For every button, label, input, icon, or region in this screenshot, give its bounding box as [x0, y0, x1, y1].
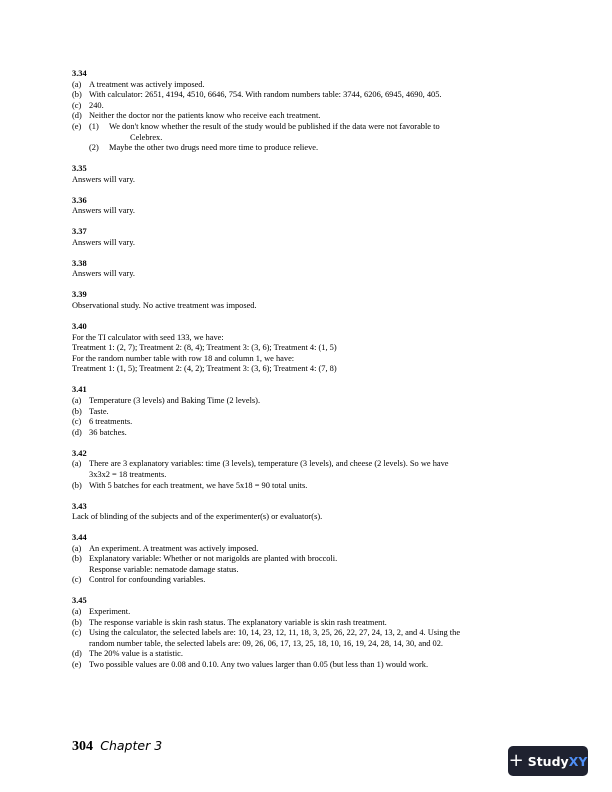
item-label: (b) — [72, 554, 82, 564]
answer-item — [72, 628, 542, 649]
answer-line: For the random number table with row 18 and column 1, we have: — [72, 353, 295, 363]
sub-item-continuation: Celebrex. — [130, 132, 163, 142]
sub-item-text: Maybe the other two drugs need more time to produce relieve. — [109, 143, 319, 153]
answer-text: Answers will vary. — [72, 206, 135, 216]
item-text: An experiment. A treatment was actively imposed. — [89, 543, 259, 553]
item-text: Taste. — [89, 406, 109, 416]
item-label: (b) — [72, 90, 82, 100]
answer-item — [72, 122, 542, 143]
problem-number: 3.39 — [72, 290, 87, 300]
answer-item — [72, 544, 542, 555]
badge-xy-text: XY — [568, 753, 588, 769]
answer-text: Answers will vary. — [72, 269, 135, 279]
item-label: (a) — [72, 395, 82, 405]
solutions-content — [72, 69, 542, 681]
answer-item — [72, 459, 542, 480]
answer-item — [72, 396, 542, 407]
plus-icon: + — [508, 750, 524, 771]
item-label: (e) — [72, 121, 82, 131]
item-label: (c) — [72, 417, 82, 427]
item-label: (a) — [72, 79, 82, 89]
answer-item — [72, 428, 542, 439]
item-label: (a) — [72, 459, 82, 469]
item-label: (b) — [72, 480, 82, 490]
page-number: 304 — [72, 739, 93, 754]
problem-number: 3.42 — [72, 448, 87, 458]
answer-item — [72, 660, 542, 671]
problem-number: 3.43 — [72, 501, 87, 511]
chapter-label: Chapter 3 — [100, 738, 163, 753]
item-text: Control for confounding variables. — [89, 575, 206, 585]
problem-3-44 — [72, 533, 542, 586]
problem-3-41 — [72, 385, 542, 438]
item-label: (d) — [72, 427, 82, 437]
studyxy-badge[interactable] — [508, 746, 588, 776]
problem-number: 3.34 — [72, 69, 87, 78]
sub-item-text: We don't know whether the result of the study would be published if the data were not favorable to — [109, 121, 440, 131]
problem-number: 3.37 — [72, 227, 87, 237]
item-text: Neither the doctor nor the patients know who receive each treatment. — [89, 111, 321, 121]
sub-item-label: (2) — [89, 143, 99, 153]
sub-item — [89, 122, 542, 143]
answer-item — [72, 90, 542, 101]
answer-item — [72, 80, 542, 91]
item-continuation: random number table, the selected labels are: 09, 26, 06, 17, 13, 25, 18, 10, 16, 19, 24, 28, 14, 30, and 02. — [89, 638, 444, 648]
problem-3-42 — [72, 449, 542, 491]
item-text: 240. — [89, 100, 104, 110]
item-label: (d) — [72, 111, 82, 121]
answer-item — [72, 618, 542, 629]
item-continuation: Response variable: nematode damage status. — [89, 564, 239, 574]
answer-text: Observational study. No active treatment was imposed. — [72, 301, 257, 311]
problem-3-43 — [72, 502, 542, 523]
sub-item-label: (1) — [89, 121, 99, 131]
item-label: (d) — [72, 649, 82, 659]
item-text: There are 3 explanatory variables: time (3 levels), temperature (3 levels), and cheese (2 levels). So we have — [89, 459, 449, 469]
problem-3-45 — [72, 596, 542, 670]
item-label: (c) — [72, 100, 82, 110]
problem-number: 3.41 — [72, 385, 87, 395]
item-label: (b) — [72, 617, 82, 627]
item-label: (c) — [72, 628, 82, 638]
item-label: (c) — [72, 575, 82, 585]
answer-item — [72, 649, 542, 660]
item-text: 6 treatments. — [89, 417, 133, 427]
answer-line: Treatment 1: (1, 5); Treatment 2: (4, 2); Treatment 3: (3, 6); Treatment 4: (7, 8) — [72, 364, 337, 374]
answer-item — [72, 407, 542, 418]
item-text: Temperature (3 levels) and Baking Time (2 levels). — [89, 395, 261, 405]
item-continuation: 3x3x2 = 18 treatments. — [89, 469, 167, 479]
problem-number: 3.40 — [72, 322, 87, 332]
problem-number: 3.36 — [72, 195, 87, 205]
item-text: Experiment. — [89, 607, 131, 617]
answer-text: Lack of blinding of the subjects and of the experimenter(s) or evaluator(s). — [72, 512, 323, 522]
answer-line: Treatment 1: (2, 7); Treatment 2: (8, 4); Treatment 3: (3, 6); Treatment 4: (1, 5) — [72, 343, 337, 353]
answer-item — [72, 607, 542, 618]
answer-item — [72, 554, 542, 575]
answer-line: For the TI calculator with seed 133, we have: — [72, 332, 224, 342]
problem-3-35 — [72, 164, 542, 185]
item-text: 36 batches. — [89, 427, 127, 437]
item-text: With calculator: 2651, 4194, 4510, 6646, 754. With random numbers table: 3744, 6206, 6945, 4690, 405. — [89, 90, 442, 100]
problem-number: 3.38 — [72, 258, 87, 268]
item-text: Explanatory variable: Whether or not marigolds are planted with broccoli. — [89, 554, 338, 564]
problem-3-40 — [72, 322, 542, 375]
answer-item — [72, 575, 542, 586]
problem-3-39 — [72, 290, 542, 311]
item-label: (b) — [72, 406, 82, 416]
item-text: The response variable is skin rash status. The explanatory variable is skin rash treatment. — [89, 617, 387, 627]
page-footer — [72, 738, 162, 755]
item-text: With 5 batches for each treatment, we have 5x18 = 90 total units. — [89, 480, 308, 490]
problem-number: 3.35 — [72, 164, 87, 174]
problem-3-34 — [72, 69, 542, 154]
item-text: Using the calculator, the selected labels are: 10, 14, 23, 12, 11, 18, 3, 25, 26, 22, 27, 24, 13, 2, and 4. Using the — [89, 628, 461, 638]
item-text: The 20% value is a statistic. — [89, 649, 183, 659]
problem-number: 3.45 — [72, 596, 87, 606]
answer-item — [72, 111, 542, 122]
answer-item — [72, 143, 542, 154]
item-label: (a) — [72, 607, 82, 617]
answer-text: Answers will vary. — [72, 237, 135, 247]
answer-item — [72, 417, 542, 428]
item-label: (e) — [72, 660, 82, 670]
problem-3-38 — [72, 259, 542, 280]
answer-text: Answers will vary. — [72, 174, 135, 184]
answer-item — [72, 101, 542, 112]
problem-3-37 — [72, 227, 542, 248]
problem-3-36 — [72, 196, 542, 217]
badge-study-text: Study — [527, 753, 569, 769]
item-label: (a) — [72, 543, 82, 553]
sub-item — [89, 143, 542, 154]
item-text: A treatment was actively imposed. — [89, 79, 205, 89]
item-text: Two possible values are 0.08 and 0.10. Any two values larger than 0.05 (but less than 1) would work. — [89, 660, 429, 670]
problem-number: 3.44 — [72, 533, 87, 543]
answer-item — [72, 481, 542, 492]
